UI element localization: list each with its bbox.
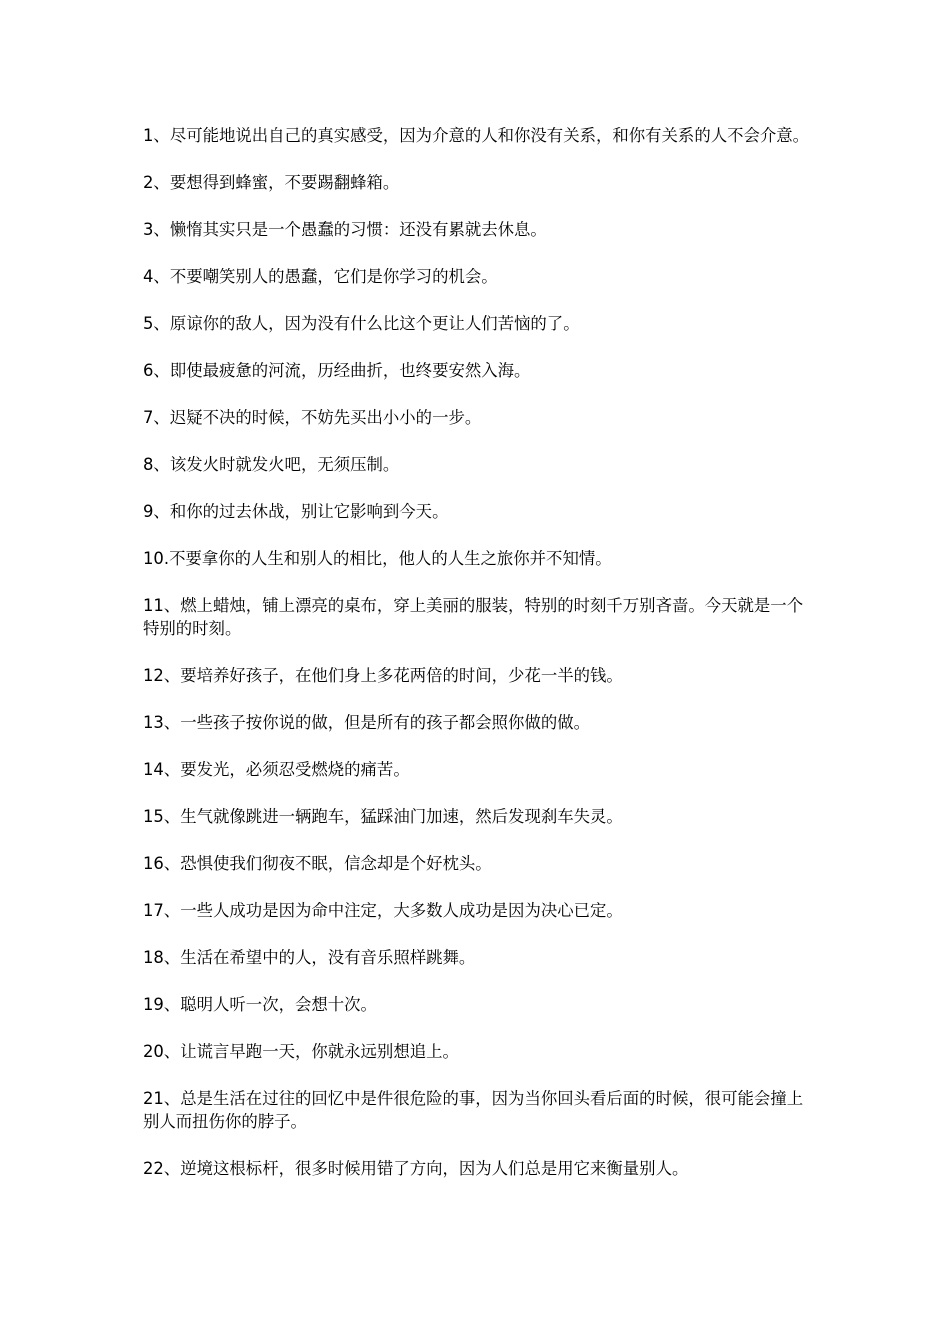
list-item: 14、要发光，必须忍受燃烧的痛苦。 [143,760,410,779]
list-item: 9、和你的过去休战，别让它影响到今天。 [143,502,449,521]
list-item: 2、要想得到蜂蜜，不要踢翻蜂箱。 [143,173,400,192]
list-item: 13、一些孩子按你说的做，但是所有的孩子都会照你做的做。 [143,713,591,732]
list-item: 6、即使最疲惫的河流，历经曲折，也终要安然入海。 [143,361,531,380]
list-item: 18、生活在希望中的人，没有音乐照样跳舞。 [143,948,476,967]
list-item: 22、逆境这根标杆，很多时候用错了方向，因为人们总是用它来衡量别人。 [143,1159,689,1178]
list-item: 4、不要嘲笑别人的愚蠢，它们是你学习的机会。 [143,267,498,286]
list-item: 5、原谅你的敌人，因为没有什么比这个更让人们苦恼的了。 [143,314,580,333]
list-item: 16、恐惧使我们彻夜不眠，信念却是个好枕头。 [143,854,492,873]
list-item: 8、该发火时就发火吧，无须压制。 [143,455,400,474]
list-item: 21、总是生活在过往的回忆中是件很危险的事，因为当你回头看后面的时候，很可能会撞上别人而扭伤你的脖子。 [143,1089,804,1131]
list-item: 7、迟疑不决的时候，不妨先买出小小的一步。 [143,408,482,427]
list-item: 11、燃上蜡烛，铺上漂亮的桌布，穿上美丽的服装，特别的时刻千万别吝啬。今天就是一个特别的时刻。 [143,596,804,638]
list-item: 19、聪明人听一次，会想十次。 [143,995,377,1014]
list-item: 10.不要拿你的人生和别人的相比，他人的人生之旅你并不知情。 [143,549,612,568]
list-item: 17、一些人成功是因为命中注定，大多数人成功是因为决心已定。 [143,901,623,920]
quote-list [143,124,815,1204]
list-item: 3、懒惰其实只是一个愚蠢的习惯：还没有累就去休息。 [143,220,547,239]
list-item: 1、尽可能地说出自己的真实感受，因为介意的人和你没有关系，和你有关系的人不会介意。 [143,126,810,145]
list-item: 20、让谎言早跑一天，你就永远别想追上。 [143,1042,459,1061]
list-item: 15、生气就像跳进一辆跑车，猛踩油门加速，然后发现刹车失灵。 [143,807,623,826]
list-item: 12、要培养好孩子，在他们身上多花两倍的时间，少花一半的钱。 [143,666,623,685]
